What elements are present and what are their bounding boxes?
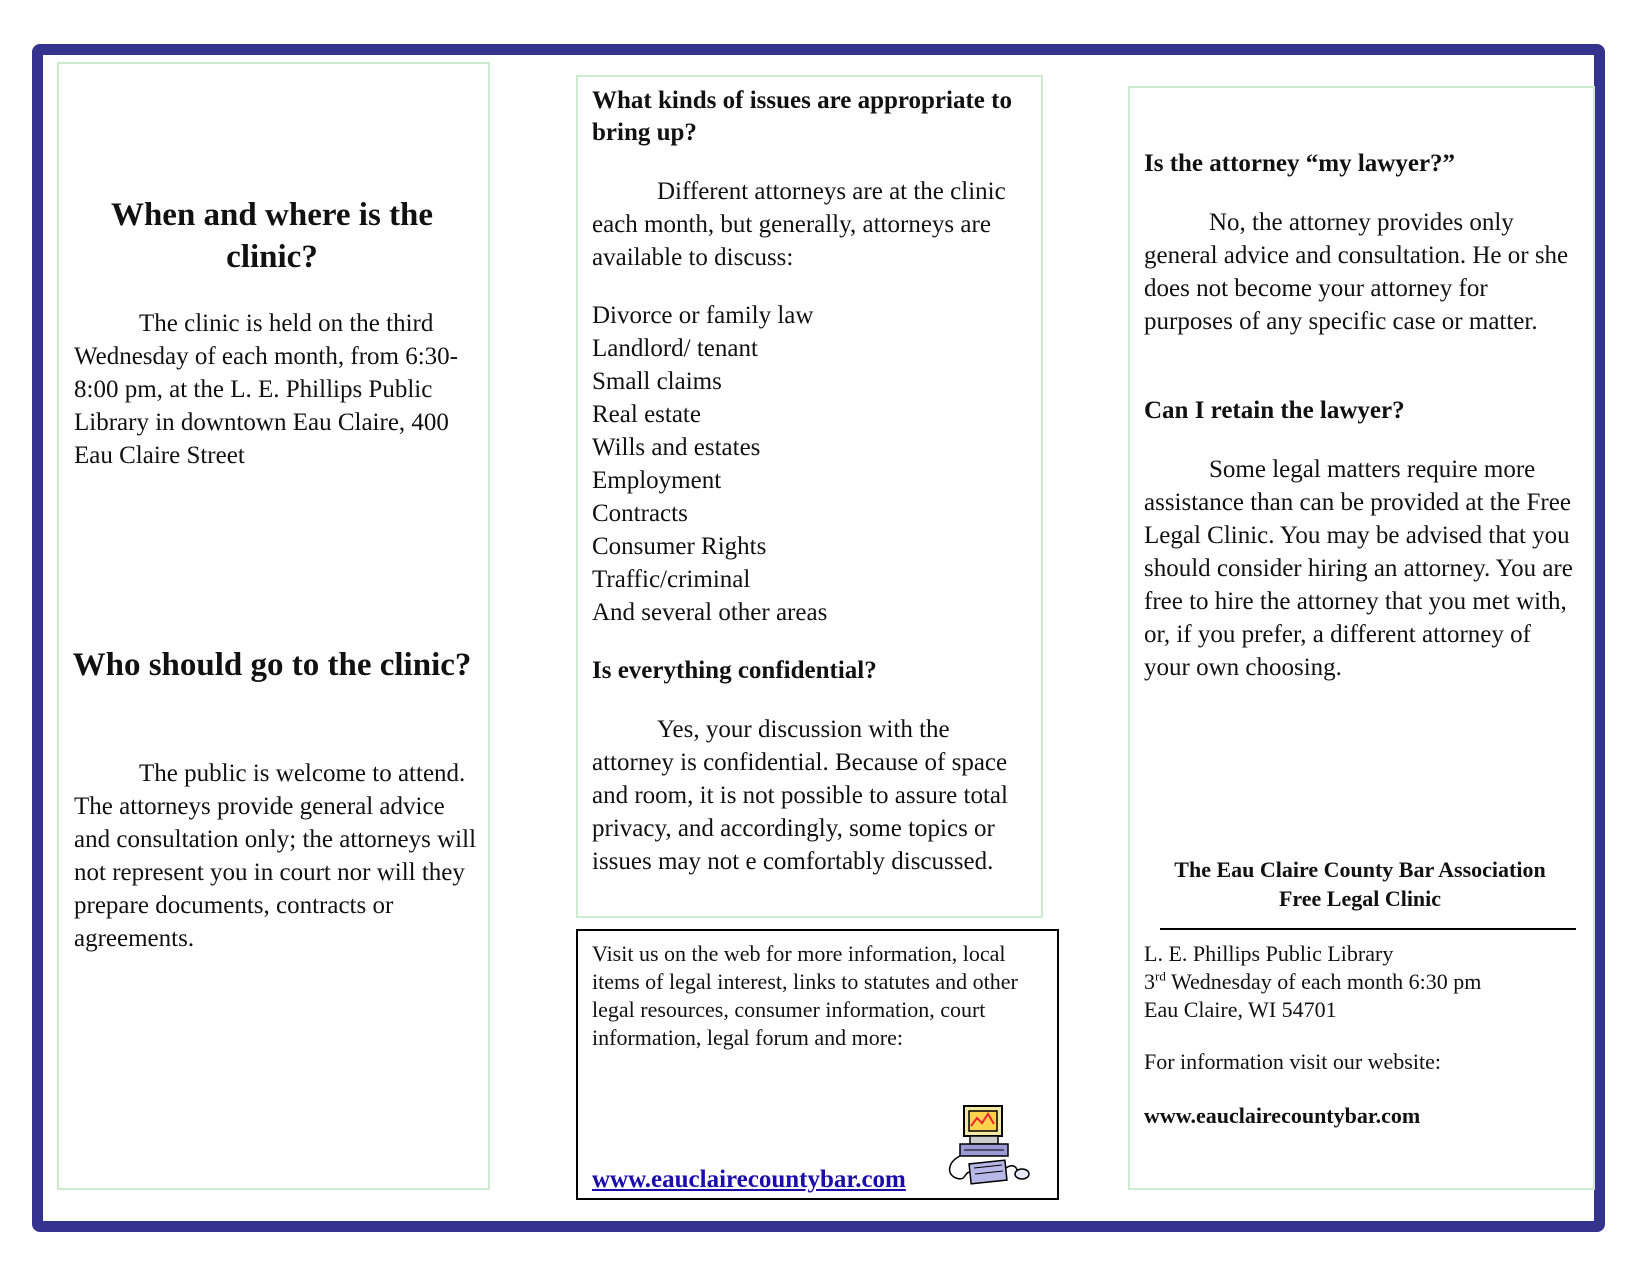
my-lawyer-heading: Is the attorney “my lawyer?”	[1144, 150, 1456, 177]
address-line-2	[1144, 969, 1481, 994]
confidential-heading: Is everything confidential?	[592, 657, 877, 684]
issues-intro: Different attorneys are at the clinic each month, but generally, attorneys are available to discuss:	[592, 178, 1006, 271]
retain-lawyer-text: Some legal matters require more assistance than can be provided at the Free Legal Clinic. You may be advised that you should consider hiring an attorney. You are free to hire the attorney that you met with, or, if you prefer, a different attorney of your own choosing.	[1144, 456, 1573, 681]
org-line-2: Free Legal Clinic	[1278, 886, 1442, 911]
address-ordinal-suffix: rd	[1155, 968, 1166, 984]
issues-heading: What kinds of issues are appropriate to bring up?	[592, 87, 1012, 146]
when-where-heading: When and where is the clinic?	[110, 197, 434, 275]
retain-lawyer-heading: Can I retain the lawyer?	[1144, 397, 1405, 424]
address-line-1: L. E. Phillips Public Library	[1144, 941, 1394, 966]
issue-item: Employment	[592, 467, 722, 494]
address-ordinal: 3	[1144, 969, 1155, 994]
divider	[1160, 928, 1576, 930]
who-should-go-heading: Who should go to the clinic?	[72, 647, 472, 683]
issue-item: Consumer Rights	[592, 533, 767, 560]
address-line-3: Eau Claire, WI 54701	[1144, 997, 1337, 1022]
issue-item: Divorce or family law	[592, 302, 814, 329]
info-label: For information visit our website:	[1144, 1049, 1441, 1074]
address-line-2-rest: Wednesday of each month 6:30 pm	[1165, 969, 1482, 994]
issue-item: And several other areas	[592, 599, 828, 626]
issue-item: Small claims	[592, 368, 722, 395]
web-info-text: Visit us on the web for more information, local items of legal interest, links to statutes and other legal resources, consumer information, court information, legal forum and more:	[592, 941, 1018, 1050]
issue-item: Traffic/criminal	[592, 566, 751, 593]
issue-item: Real estate	[592, 401, 701, 428]
org-line-1: The Eau Claire County Bar Association	[1174, 857, 1546, 882]
website-text[interactable]: www.eauclairecountybar.com	[1144, 1103, 1421, 1128]
address-block	[1144, 940, 1584, 1024]
who-should-go-text: The public is welcome to attend. The attorneys provide general advice and consultation only; the attorneys will not represent you in court nor will they prepare documents, contracts or agreements.	[74, 760, 477, 952]
issues-list	[592, 299, 1012, 629]
org-name	[1140, 855, 1580, 913]
confidential-text: Yes, your discussion with the attorney is confidential. Because of space and room, it is not possible to assure total privacy, and accordingly, some topics or issues may not e comfortably discussed.	[592, 716, 1008, 875]
my-lawyer-text: No, the attorney provides only general advice and consultation. He or she does not become your attorney for purposes of any specific case or matter.	[1144, 209, 1569, 335]
issue-item: Landlord/ tenant	[592, 335, 758, 362]
when-where-text: The clinic is held on the third Wednesday of each month, from 6:30-8:00 pm, at the L. E. Phillips Public Library in downtown Eau Claire, 400 Eau Claire Street	[74, 310, 458, 469]
issue-item: Contracts	[592, 500, 688, 527]
computer-icon	[944, 1102, 1034, 1188]
issue-item: Wills and estates	[592, 434, 761, 461]
website-link[interactable]: www.eauclairecountybar.com	[592, 1166, 906, 1193]
